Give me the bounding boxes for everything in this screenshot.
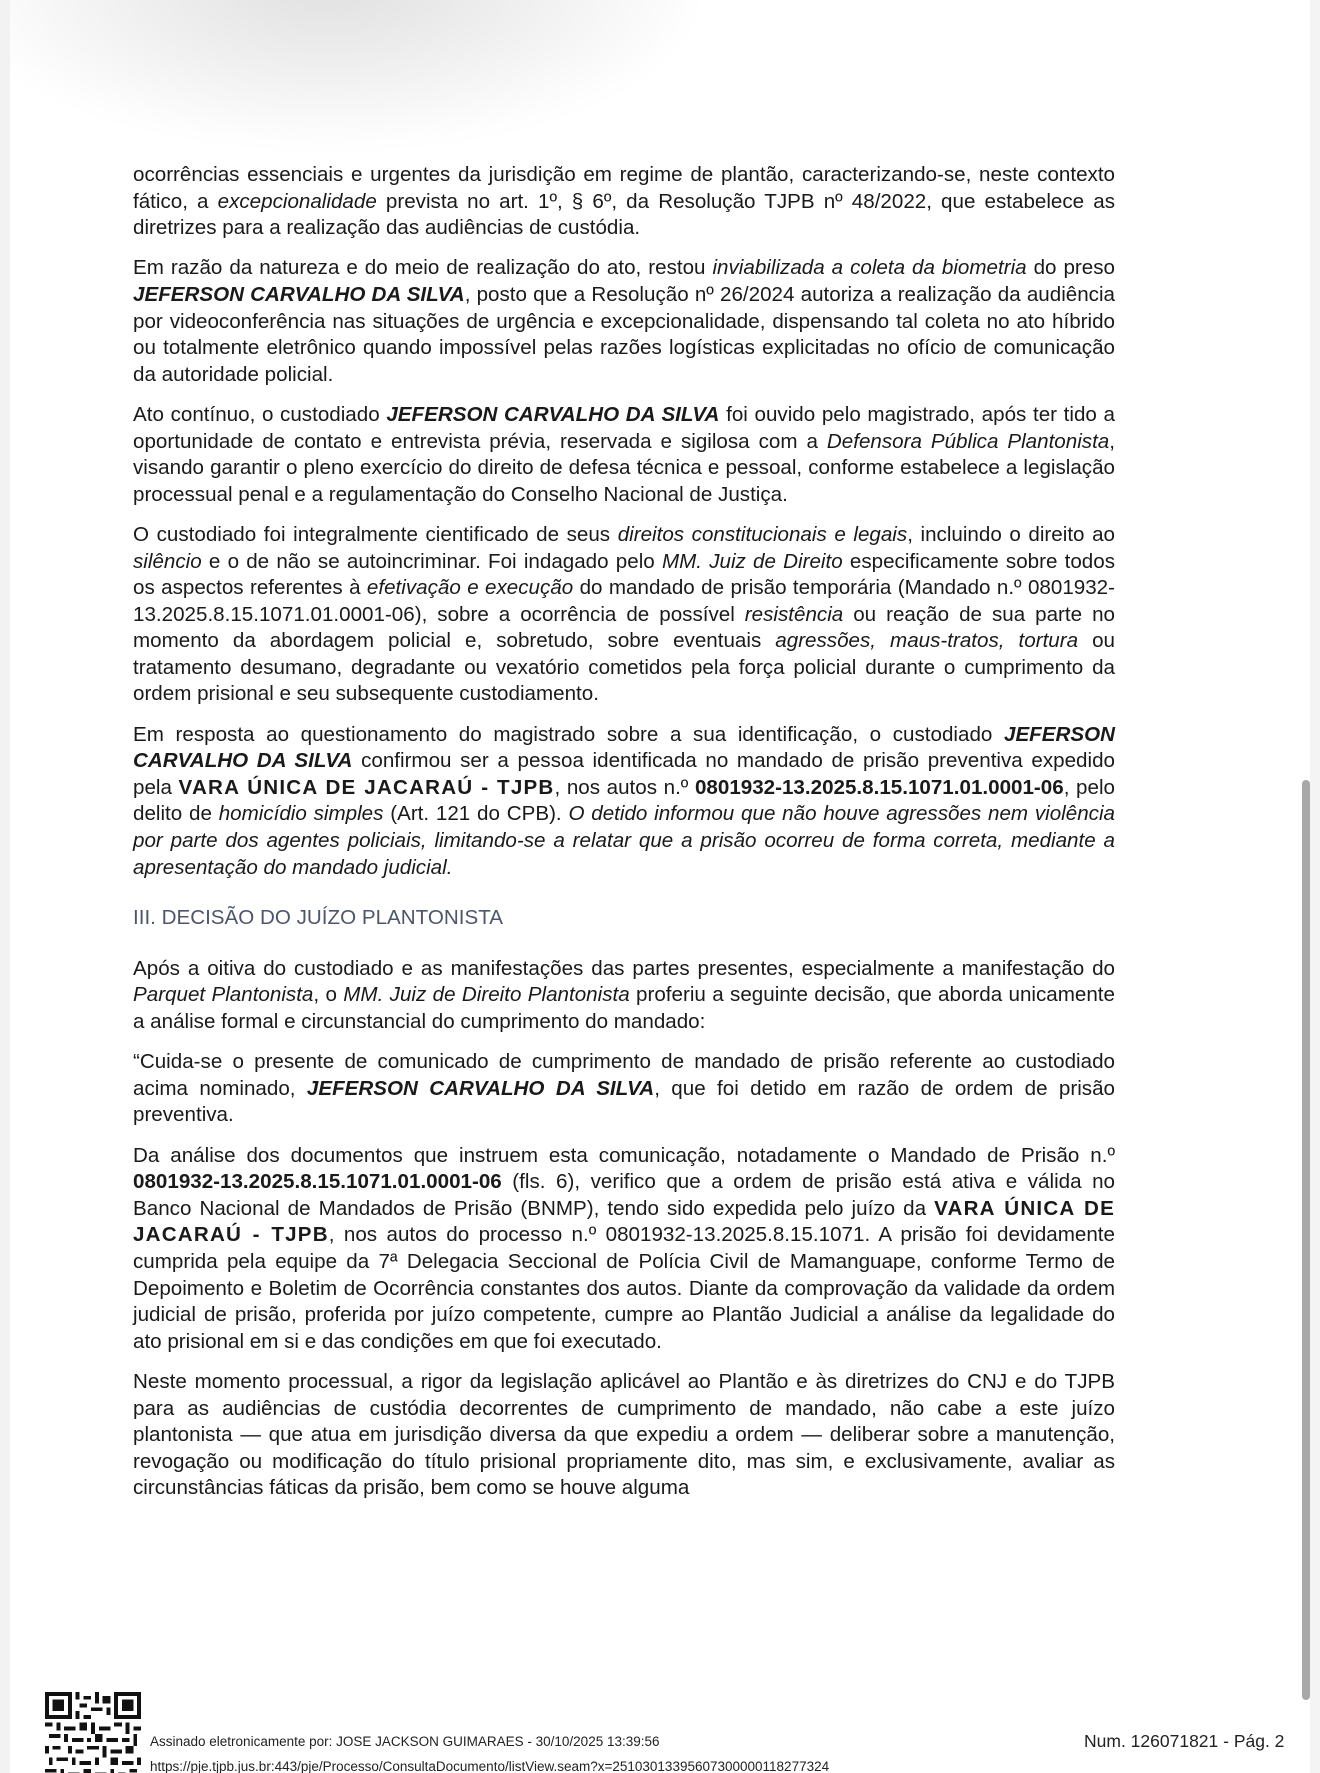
- paragraph-2: Em razão da natureza e do meio de realização do ato, restou inviabilizada a coleta da biometria do preso JEFERSON CARVALHO DA SILVA, posto que a Resolução nº 26/2024 autoriza a realização da audiência por videoconferência nas situações de urgência e excepcionalidade, dispensando tal coleta no ato híbrido ou totalmente eletrônico quando impossível pelas razões logísticas explicitadas no ofício de comunicação da autoridade policial.: [133, 256, 1116, 386]
- case-number: 0801932-13.2025.8.15.1071.01.0001-06: [694, 775, 1064, 799]
- paragraph-5: Em resposta ao questionamento do magistrado sobre a sua identificação, o custodiado JEFERSON CARVALHO DA SILVA confirmou ser a pessoa identificada no mandado de prisão preventiva expedido pela VARA ÚNICA DE JACARAÚ - TJPB, nos autos n.º 0801932-13.2025.8.15.1071.01.0001-06, pelo delito de homicídio simples (Art. 121 do CPB). O detido informou que não houve agressões nem violência por parte dos agentes policiais, limitando-se a relatar que a prisão ocorreu de forma correta, mediante a apresentação do mandado judicial.: [133, 722, 1115, 879]
- scrollbar-thumb[interactable]: [1302, 780, 1310, 1700]
- scrollbar-track[interactable]: [1310, 0, 1320, 1773]
- defendant-name: JEFERSON CARVALHO DA SILVA: [133, 722, 1115, 773]
- signature-footer: [150, 1729, 829, 1773]
- case-number: 0801932-13.2025.8.15.1071.01.0001-06: [133, 1170, 502, 1194]
- signature-text: Assinado eletronicamente por: JOSE JACKSON GUIMARAES - 30/10/2025 13:39:56: [150, 1734, 660, 1749]
- document-url[interactable]: https://pje.tjpb.jus.br:443/pje/Processo/ConsultaDocumento/listView.seam?x=25103013395607300000118277324: [150, 1759, 830, 1773]
- document-body: [133, 162, 1115, 1515]
- paragraph-1: ocorrências essenciais e urgentes da jurisdição em regime de plantão, caracterizando-se, neste contexto fático, a excepcionalidade prevista no art. 1º, § 6º, da Resolução TJPB nº 48/2022, que estabelece as diretrizes para a realização das audiências de custódia.: [133, 163, 1116, 240]
- court-name: VARA ÚNICA DE JACARAÚ - TJPB: [133, 1196, 1115, 1247]
- defendant-name: JEFERSON CARVALHO DA SILVA: [386, 402, 720, 426]
- paragraph-3: Ato contínuo, o custodiado JEFERSON CARVALHO DA SILVA foi ouvido pelo magistrado, após ter tido a oportunidade de contato e entrevista prévia, reservada e sigilosa com a Defensora Pública Plantonista, visando garantir o pleno exercício do direito de defesa técnica e pessoal, conforme estabelece a legislação processual penal e a regulamentação do Conselho Nacional de Justiça.: [133, 402, 1115, 506]
- court-name: VARA ÚNICA DE JACARAÚ - TJPB: [178, 775, 555, 799]
- paragraph-6: Após a oitiva do custodiado e as manifestações das partes presentes, especialmente a manifestação do Parquet Plantonista, o MM. Juiz de Direito Plantonista proferiu a seguinte decisão, que aborda unicamente a análise formal e circunstancial do cumprimento do mandado:: [133, 956, 1115, 1033]
- section-heading: III. DECISÃO DO JUÍZO PLANTONISTA: [133, 906, 503, 930]
- paragraph-7: “Cuida-se o presente de comunicado de cumprimento de mandado de prisão referente ao custodiado acima nominado, JEFERSON CARVALHO DA SILVA, que foi detido em razão de ordem de prisão preventiva.: [133, 1050, 1115, 1127]
- qr-code-icon[interactable]: [45, 1692, 141, 1773]
- paragraph-4: O custodiado foi integralmente cientificado de seus direitos constitucionais e legais, incluindo o direito ao silêncio e o de não se autoincriminar. Foi indagado pelo MM. Juiz de Direito especificamente sobre todos os aspectos referentes à efetivação e execução do mandado de prisão temporária (Mandado n.º 0801932-13.2025.8.15.1071.01.0001-06), sobre a ocorrência de possível resistência ou reação de sua parte no momento da abordagem policial e, sobretudo, sobre eventuais agressões, maus-tratos, tortura ou tratamento desumano, degradante ou vexatório cometidos pela força policial durante o cumprimento da ordem prisional e seu subsequente custodiamento.: [133, 522, 1116, 706]
- paragraph-8: Da análise dos documentos que instruem esta comunicação, notadamente o Mandado de Prisão n.º 0801932-13.2025.8.15.1071.01.0001-06 (fls. 6), verifico que a ordem de prisão está ativa e válida no Banco Nacional de Mandados de Prisão (BNMP), tendo sido expedida pelo juízo da VARA ÚNICA DE JACARAÚ - TJPB, nos autos do processo n.º 0801932-13.2025.8.15.1071. A prisão foi devidamente cumprida pela equipe da 7ª Delegacia Seccional de Polícia Civil de Mamanguape, conforme Termo de Depoimento e Boletim de Ocorrência constantes dos autos. Diante da comprovação da validade da ordem judicial de prisão, proferida por juízo competente, cumpre ao Plantão Judicial a análise da legalidade do ato prisional em si e das condições em que foi executado.: [133, 1143, 1115, 1353]
- defendant-name: JEFERSON CARVALHO DA SILVA: [133, 282, 465, 306]
- shadow-artifact: [10, 0, 690, 140]
- defendant-name: JEFERSON CARVALHO DA SILVA: [306, 1076, 655, 1100]
- paragraph-9: Neste momento processual, a rigor da legislação aplicável ao Plantão e às diretrizes do CNJ e do TJPB para as audiências de custódia decorrentes de cumprimento de mandado, não cabe a este juízo plantonista — que atua em jurisdição diversa da que expediu a ordem — deliberar sobre a manutenção, revogação ou modificação do título prisional propriamente dito, mas sim, e exclusivamente, avaliar as circunstâncias fáticas da prisão, bem como se houve alguma: [133, 1369, 1115, 1500]
- page-number: Num. 126071821 - Pág. 2: [1084, 1731, 1285, 1751]
- document-page: [10, 0, 1310, 1773]
